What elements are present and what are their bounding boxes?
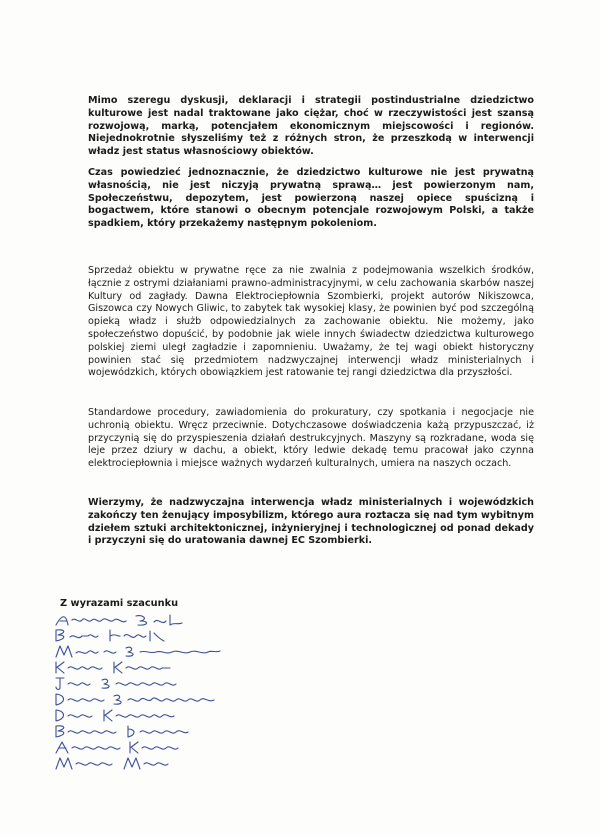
signature-4 [54,659,204,675]
closing-salutation: Z wyrazami szacunku [60,598,179,609]
signature-8 [54,723,204,739]
paragraph-1: Mimo szeregu dyskusji, deklaracji i strategii postindustrialne dziedzictwo kulturowe jest nadal traktowane jako ciężar, choć w rzeczywistości jest szansą rozwojową, marką, potencjałem ekonomicznym miejscowości i regionów. Niejednokrotnie słyszeliśmy też z różnych stron, że przeszkodą w interwencji władz jest status własnościowy obiektów. [88,95,534,158]
signature-block [54,612,254,772]
signature-1 [54,612,204,628]
signature-9 [54,739,204,755]
signature-6 [54,691,224,707]
paragraph-4: Standardowe procedury, zawiadomienia do prokuratury, czy spotkania i negocjacje nie uchronią obiektu. Wręcz przeciwnie. Dotychczasowe doświadczenia każą przypuszczać, iż przyczynią się do przyspieszenia działań destrukcyjnych. Maszyny są rozkradane, woda się leje przez dziury w dachu, a obiekt, który ledwie dekadę temu pracował jako czynna elektrociepłownia i miejsce ważnych wydarzeń kulturalnych, umiera na naszych oczach. [88,407,534,470]
signature-7 [54,707,204,723]
signature-10 [54,755,184,771]
signature-5 [54,675,204,691]
signature-2 [54,627,204,643]
paragraph-3: Sprzedaż obiektu w prywatne ręce za nie zwalnia z podejmowania wszelkich środków, łącznie z ostrymi działaniami prawno-administracyjnymi, w celu zachowania skarbów naszej Kultury od zagłady. Dawna Elektrociepłownia Szombierki, projekt autorów Nikiszowca, Giszowca czy Nowych Gliwic, to zabytek tak wysokiej klasy, że powinien być pod szczególną opieką władz i służb odpowiedzialnych za zachowanie obiektu. Nie możemy, jako społeczeństwo dopuścić, by podobnie jak wiele innych świadectw dziedzictwa kulturowego polskiej ziemi uległ zagładzie i zapomnieniu. Uważamy, że tej wagi obiekt historyczny powinien stać się przedmiotem nadzwyczajnej interwencji władz ministerialnych i wojewódzkich, których obowiązkiem jest ratowanie tej rangi dziedzictwa dla przyszłości. [88,265,534,379]
paragraph-5: Wierzymy, że nadzwyczajna interwencja władz ministerialnych i wojewódzkich zakończy ten żenujący imposybilizm, którego aura roztacza się nad tym wybitnym dziełem sztuki architektonicznej, inżynieryjnej i technologicznej od ponad dekady i przyczyni się do uratowania dawnej EC Szombierki. [88,497,534,547]
signature-3 [54,643,224,659]
paragraph-2: Czas powiedzieć jednoznacznie, że dziedzictwo kulturowe nie jest prywatną własnością, nie jest niczyją prywatną sprawą… jest powierzonym nam, Społeczeństwu, depozytem, jest powierzoną naszej opiece spuścizną i bogactwem, które stanowi o obecnym potencjale rozwojowym Polski, a także spadkiem, który przekażemy następnym pokoleniom. [88,167,534,230]
